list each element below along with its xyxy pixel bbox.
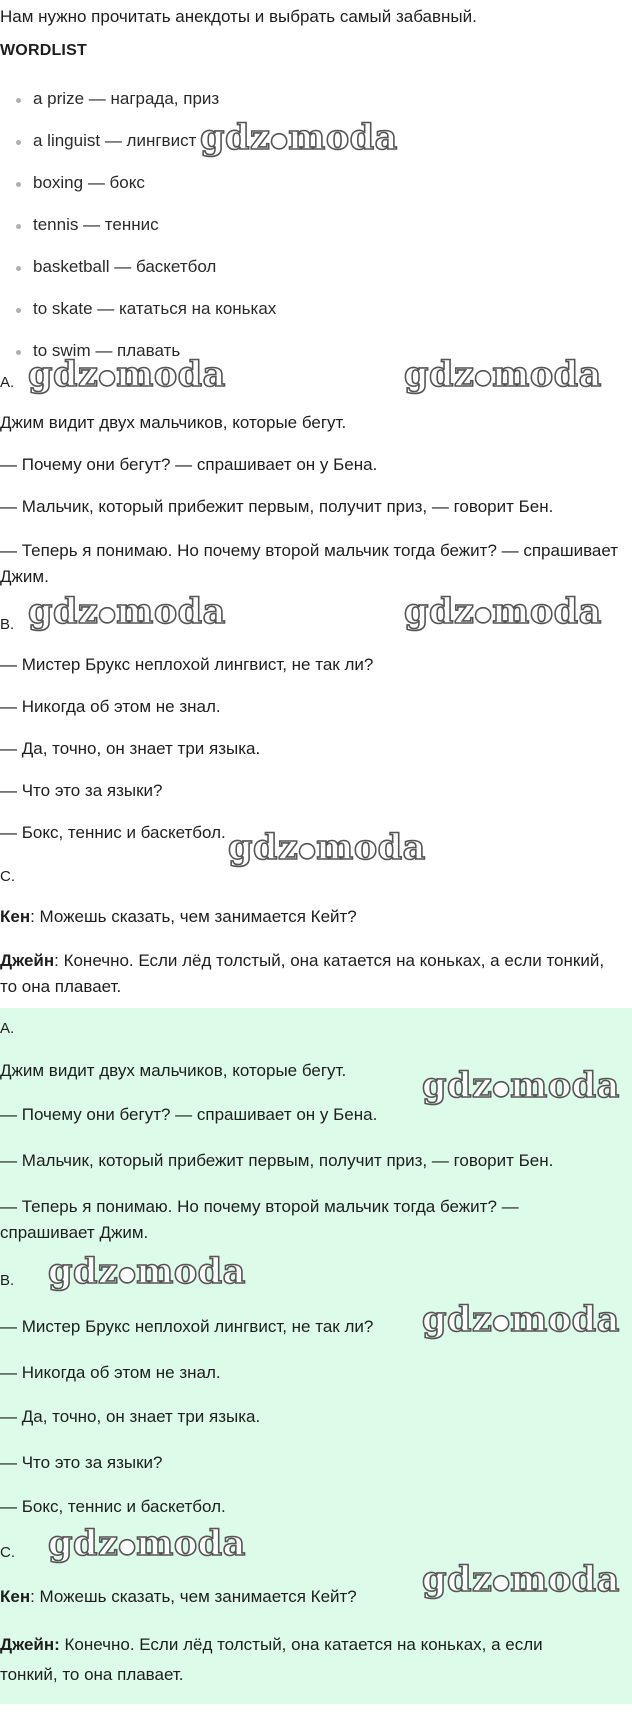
answer-a-line: — Почему они бегут? — спрашивает он у Бена.: [0, 1105, 378, 1124]
answer-a-label: A.: [0, 1020, 15, 1037]
task-a-line: Джим видит двух мальчиков, которые бегут.: [0, 413, 347, 432]
task-b-line: — Бокс, теннис и баскетбол.: [0, 823, 226, 842]
task-a-line: — Почему они бегут? — спрашивает он у Бена.: [0, 455, 378, 474]
answer-b-line: — Бокс, теннис и баскетбол.: [0, 1497, 226, 1516]
wordlist-title: WORDLIST: [0, 42, 87, 59]
answer-a-line: — Мальчик, который прибежит первым, получит приз, — говорит Бен.: [0, 1151, 554, 1170]
task-a-label: A.: [0, 374, 15, 391]
answer-b-line: — Что это за языки?: [0, 1453, 163, 1472]
watermark: gdz●moda: [422, 1559, 620, 1600]
answer-a-line: Джим видит двух мальчиков, которые бегут.: [0, 1061, 347, 1080]
ken-text: : Можешь сказать, чем занимается Кейт?: [30, 1587, 357, 1606]
answer-b-line: — Да, точно, он знает три языка.: [0, 1407, 261, 1426]
watermark: gdz●moda: [422, 1299, 620, 1340]
task-b-line: — Что это за языки?: [0, 781, 163, 800]
watermark: gdz●moda: [28, 354, 226, 395]
task-c-ken-line: [0, 904, 357, 930]
speaker-ken: Кен: [0, 1587, 31, 1606]
watermark: gdz●moda: [200, 117, 398, 158]
task-b-label: B.: [0, 616, 15, 633]
watermark: gdz●moda: [404, 591, 602, 632]
task-b-line: — Да, точно, он знает три языка.: [0, 739, 261, 758]
watermark: gdz●moda: [404, 354, 602, 395]
jane-text: Конечно. Если лёд толстый, она катается на коньках, а если тонкий, то она плавает.: [0, 1635, 543, 1684]
watermark: gdz●moda: [228, 827, 426, 868]
answer-b-label: B.: [0, 1272, 15, 1289]
wordlist-item: a prize — награда, приз: [0, 86, 276, 128]
wordlist-item: tennis — теннис: [0, 212, 276, 254]
wordlist-item: to swim — плавать: [0, 338, 276, 380]
answer-b-line: — Никогда об этом не знал.: [0, 1363, 221, 1382]
watermark: gdz●moda: [28, 591, 226, 632]
answer-c-ken-line: [0, 1584, 357, 1610]
wordlist-item: basketball — баскетбол: [0, 254, 276, 296]
task-c-jane-line: [0, 948, 620, 1000]
wordlist-item: to skate — кататься на коньках: [0, 296, 276, 338]
task-a-line: — Мальчик, который прибежит первым, получит приз, — говорит Бен.: [0, 497, 554, 516]
task-b-line: — Никогда об этом не знал.: [0, 697, 221, 716]
intro-text: Нам нужно прочитать анекдоты и выбрать самый забавный.: [0, 7, 477, 26]
answer-b-line: — Мистер Брукс неплохой лингвист, не так ли?: [0, 1317, 374, 1336]
speaker-jane: Джейн:: [0, 1635, 60, 1654]
task-a-line: — Теперь я понимаю. Но почему второй мальчик тогда бежит? — спрашивает Джим.: [0, 541, 619, 586]
ken-text: : Можешь сказать, чем занимается Кейт?: [30, 907, 357, 926]
watermark: gdz●moda: [422, 1065, 620, 1106]
wordlist-item: boxing — бокс: [0, 170, 276, 212]
speaker-jane: Джейн: [0, 951, 55, 970]
task-c-label: C.: [0, 868, 15, 885]
speaker-ken: Кен: [0, 907, 31, 926]
jane-text: : Конечно. Если лёд толстый, она катается на коньках, а если тонкий, то она плавает.: [0, 951, 605, 996]
watermark: gdz●moda: [48, 1523, 246, 1564]
answer-a-line: — Теперь я понимаю. Но почему второй мальчик тогда бежит? — спрашивает Джим.: [0, 1197, 519, 1242]
wordlist-item: a linguist — лингвист: [0, 128, 276, 170]
wordlist: [0, 86, 276, 380]
answer-c-label: C.: [0, 1544, 15, 1561]
task-b-line: — Мистер Брукс неплохой лингвист, не так ли?: [0, 655, 374, 674]
watermark: gdz●moda: [48, 1251, 246, 1292]
answer-c-jane-line: [0, 1630, 590, 1690]
